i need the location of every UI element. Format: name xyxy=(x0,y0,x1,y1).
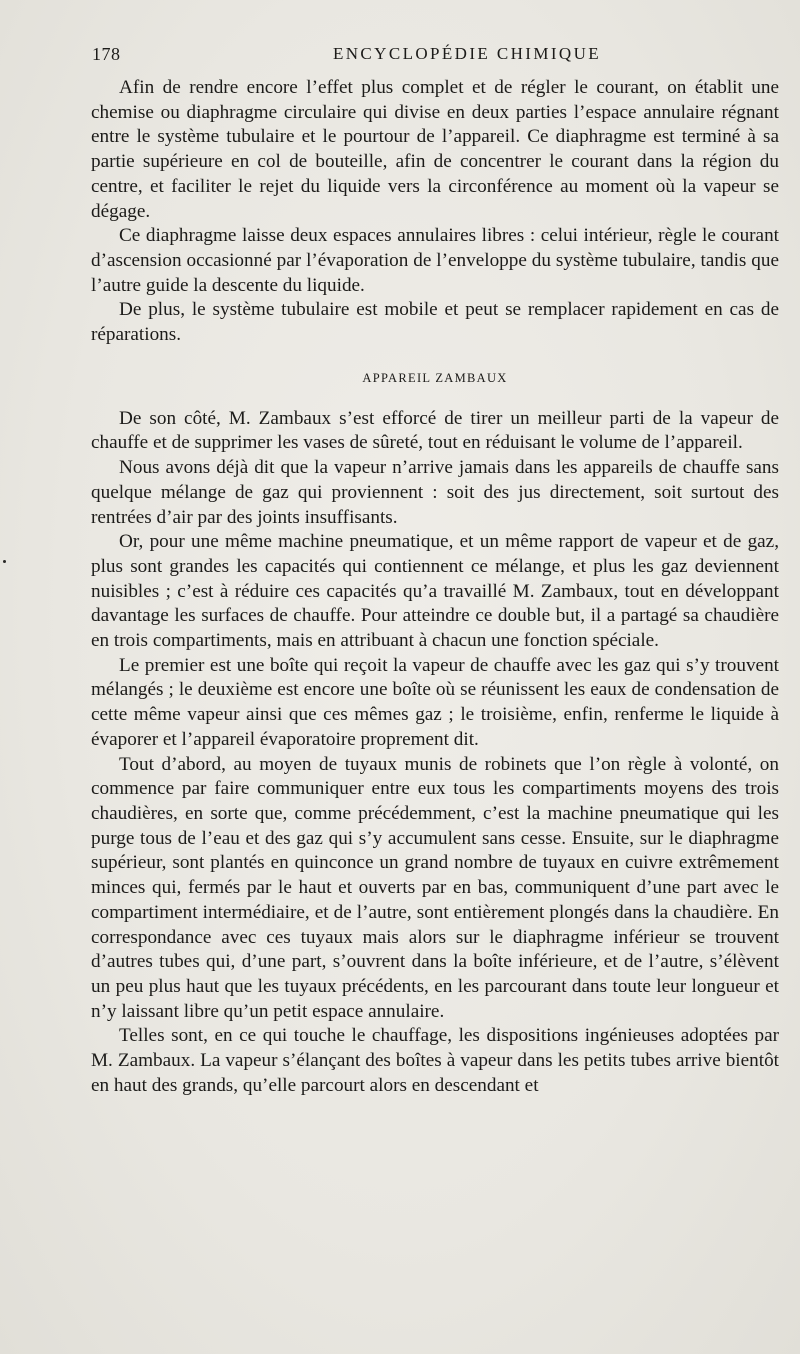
margin-mark xyxy=(3,560,6,563)
paragraph-compartiments: Le premier est une boîte qui reçoit la vapeur de chauffe avec les gaz qui s’y trouvent mélangés ; le deuxième est encore une boîte où se réunissent les eaux de condensation de cette même vapeur ainsi que ces mêmes gaz ; le troisième, enfin, renferme le liquide à évaporer et l’appareil évaporatoire proprement dit. xyxy=(91,654,779,750)
paragraph-melange-gaz: Nous avons déjà dit que la vapeur n’arrive jamais dans les appareils de chauffe sans quelque mélange de gaz qui proviennent : soit des jus directement, soit surtout des rentrées d’air par des joints insuffisants. xyxy=(91,457,779,528)
paragraph-chemise: Afin de rendre encore l’effet plus complet et de régler le courant, on établit une chemise ou diaphragme circulaire qui divise en deux parties l’espace annulaire régnant entre le système tubulaire et le pourtour de l’appareil. Ce diaphragme est terminé à sa partie supérieure en col de bouteille, afin de concentrer le courant dans la région du centre, et faciliter le rejet du liquide vers la circonférence au moment où la vapeur se dégage. xyxy=(91,77,779,222)
paragraph-tuyaux: Tout d’abord, au moyen de tuyaux munis de robinets que l’on règle à volonté, on commence par faire communiquer entre eux tous les compartiments moyens des trois chaudières, en sorte que, comme précédemment, c’est la machine pneumatique qui les purge tous de l’eau et des gaz qui s’y accumulent sans cesse. Ensuite, sur le diaphragme supérieur, sont plantés en quinconce un grand nombre de tuyaux en cuivre extrêmement minces qui, fermés par le haut et ouverts par en bas, communiquent d’une part avec le compartiment intermédiaire, et de l’autre, sont entièrement plongés dans la chaudière. En correspondance avec ces tuyaux mais alors sur le diaphragme inférieur se trouvent d’autres tubes qui, d’une part, s’ouvrent dans la boîte inférieure, et de l’autre, s’élèvent un peu plus haut que les tuyaux précédents, en les parcourant dans toute leur longueur et n’y laissant libre qu’un petit espace annulaire. xyxy=(91,753,779,1022)
running-title: ENCYCLOPÉDIE CHIMIQUE xyxy=(332,44,602,63)
paragraph-capacites: Or, pour une même machine pneumatique, et un même rapport de vapeur et de gaz, plus sont grandes les capacités qui contiennent ce mélange, et plus les gaz deviennent nuisibles ; c’est à réduire ces capacités qu’a travaillé M. Zambaux, tout en développant davantage les surfaces de chauffe. Pour atteindre ce double but, il a partagé sa chaudière en trois compartiments, mais en attribuant à chacun une fonction spéciale. xyxy=(91,531,779,652)
paragraph-systeme-mobile: De plus, le système tubulaire est mobile et peut se remplacer rapidement en cas de réparations. xyxy=(91,299,779,346)
paragraph-zambaux-intro: De son côté, M. Zambaux s’est efforcé de tirer un meilleur parti de la vapeur de chauffe et de supprimer les vases de sûreté, tout en réduisant le volume de l’appareil. xyxy=(91,407,779,454)
paragraph-dispositions: Telles sont, en ce qui touche le chauffage, les dispositions ingénieuses adoptées par M. Zambaux. La vapeur s’élançant des boîtes à vapeur dans les petits tubes arrive bientôt en haut des grands, qu’elle parcourt alors en descendant et xyxy=(91,1025,779,1096)
page-body xyxy=(91,76,779,1098)
page-number: 178 xyxy=(92,44,121,64)
paragraph-espaces-annulaires: Ce diaphragme laisse deux espaces annulaires libres : celui intérieur, règle le courant d’ascension occasionné par l’évaporation de l’enveloppe du système tubulaire, tandis que l’autre guide la descente du liquide. xyxy=(91,225,779,296)
section-heading: APPAREIL ZAMBAUX xyxy=(362,370,508,385)
page-header xyxy=(92,44,782,68)
